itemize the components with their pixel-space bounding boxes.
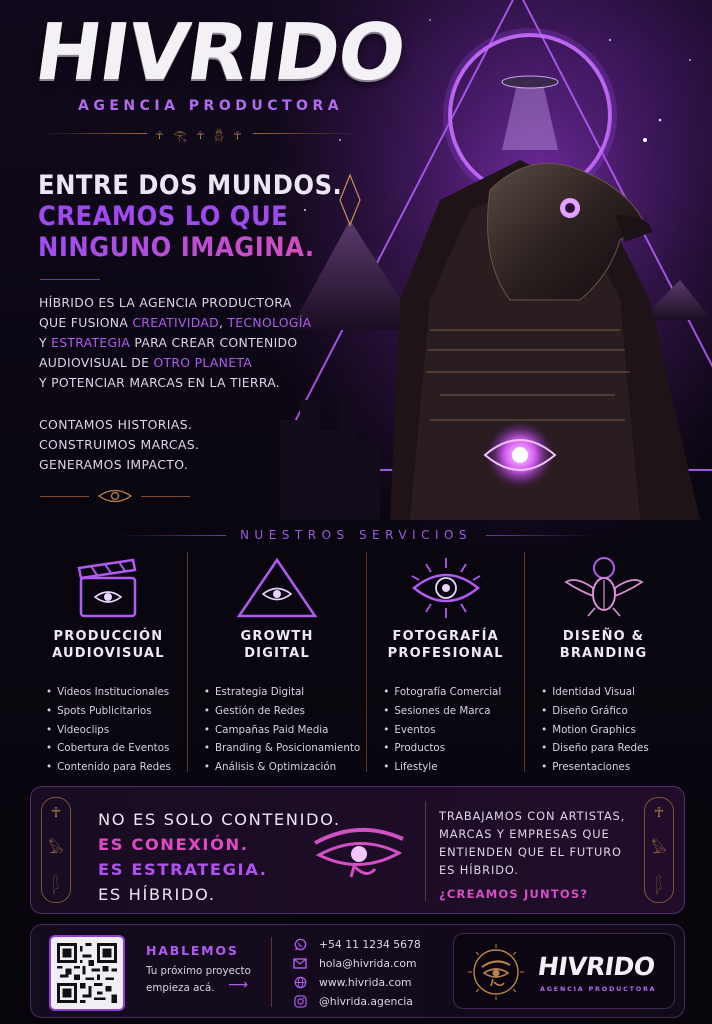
contact-list — [293, 935, 453, 1011]
footer-divider — [271, 937, 272, 1007]
service-title-line: DISEÑO & — [562, 629, 645, 644]
service-bullet: • Campañas Paid Media — [204, 721, 360, 740]
quote-line: NO ES SOLO CONTENIDO. — [98, 810, 341, 829]
intro-text: AUDIOVISUAL DE — [39, 355, 154, 370]
service-bullet: • Productos — [383, 739, 518, 758]
talk-line: Tu próximo proyecto — [146, 965, 251, 977]
service-title-line: DIGITAL — [244, 646, 310, 661]
service-title-line: PRODUCCIÓN — [53, 629, 164, 644]
banner-description-line: ENTIENDEN QUE EL FUTURO — [439, 845, 622, 859]
headline-line-3: NINGUNO IMAGINA. — [38, 232, 342, 263]
service-bullet: • Sesiones de Marca — [383, 702, 518, 721]
manifesto-banner — [30, 786, 685, 914]
hieroglyph-divider — [40, 125, 360, 141]
service-bullet: • Estrategia Digital — [204, 683, 360, 702]
intro-highlight: CREATIVIDAD — [132, 315, 219, 330]
phone-text: +54 11 1234 5678 — [319, 938, 421, 951]
bird-glyph-icon: 𓅃 — [651, 840, 667, 857]
arrow-right-icon: ⟶ — [228, 977, 249, 993]
intro-line — [39, 353, 311, 373]
ankh-icon: ☥ — [653, 804, 665, 821]
services-grid — [30, 552, 682, 772]
bird-glyph-icon: 𓅃 — [48, 840, 64, 857]
eye-of-horus-icon — [309, 825, 409, 879]
service-bullet: • Presentaciones — [541, 758, 676, 777]
intro-highlight: OTRO PLANETA — [153, 355, 253, 370]
service-bullet: • Videoclips — [46, 721, 181, 740]
divider-rule — [40, 133, 147, 134]
ankh-icon: ☥ — [50, 804, 62, 821]
banner-description-line: ES HÍBRIDO. — [439, 863, 519, 877]
manifesto-quote — [98, 807, 341, 907]
service-bullet: • Gestión de Redes — [204, 702, 360, 721]
service-bullet: • Análisis & Optimización — [204, 758, 360, 777]
instagram-icon — [293, 995, 307, 1009]
service-bullet: • Spots Publicitarios — [46, 702, 181, 721]
service-title-line: GROWTH — [240, 629, 314, 644]
intro-line: Y POTENCIAR MARCAS EN LA TIERRA. — [39, 375, 281, 390]
clapperboard-icon — [75, 556, 141, 620]
intro-line — [39, 333, 311, 353]
brand-logo: HIVRIDO — [29, 8, 411, 98]
divider-rule — [141, 496, 190, 497]
headline-line-2: CREAMOS LO QUE — [38, 201, 289, 232]
radiant-eye-icon — [404, 556, 488, 620]
service-card-growth — [187, 552, 366, 772]
intro-text: Y — [39, 335, 52, 350]
intro-line — [39, 313, 311, 333]
pyramid-eye-icon — [235, 556, 319, 620]
motto-line: CONTAMOS HISTORIAS. — [39, 417, 193, 432]
service-bullet: • Contenido para Redes — [46, 758, 181, 777]
intro-paragraph — [39, 293, 311, 393]
globe-icon — [293, 976, 307, 990]
banner-description-line: MARCAS Y EMPRESAS QUE — [439, 827, 610, 841]
intro-line: HÍBRIDO ES LA AGENCIA PRODUCTORA — [39, 295, 292, 310]
intro-text: QUE FUSIONA — [39, 315, 133, 330]
service-title-line: AUDIOVISUAL — [52, 646, 165, 661]
contact-email[interactable] — [293, 954, 453, 973]
contact-phone[interactable] — [293, 935, 453, 954]
service-bullet: • Diseño para Redes — [541, 739, 676, 758]
service-bullet: • Diseño Gráfico — [541, 702, 676, 721]
hieroglyph-column-right — [644, 797, 674, 903]
motto — [39, 415, 199, 475]
service-bullet: • Branding & Posicionamiento — [204, 739, 360, 758]
service-bullet: • Lifestyle — [383, 758, 518, 777]
service-bullet: • Fotografía Comercial — [383, 683, 518, 702]
cta-link[interactable]: ¿CREAMOS JUNTOS? — [439, 887, 589, 901]
service-bullet: • Motion Graphics — [541, 721, 676, 740]
services-title — [0, 528, 712, 542]
service-title-line: FOTOGRAFÍA — [392, 629, 499, 644]
feather-glyph-icon: 𓆄 — [655, 878, 663, 895]
service-title-line: PROFESIONAL — [387, 646, 504, 661]
feather-glyph-icon: 𓆄 — [52, 878, 60, 895]
footer-brand-name: HIVRIDO — [535, 952, 657, 981]
eye-icon — [97, 488, 133, 504]
footer-brand — [453, 933, 675, 1009]
service-card-audiovisual — [30, 552, 187, 772]
service-bullet: • Videos Institucionales — [46, 683, 181, 702]
horus-seal-icon — [466, 942, 526, 1002]
qr-code[interactable] — [49, 935, 125, 1011]
footer-brand-subtitle: AGENCIA PRODUCTORA — [540, 985, 657, 993]
contact-website[interactable] — [293, 973, 453, 992]
headline-underline — [40, 279, 100, 280]
motto-line: CONSTRUIMOS MARCAS. — [39, 437, 200, 452]
quote-line: ES CONEXIÓN. — [98, 835, 249, 854]
service-bullet: • Cobertura de Eventos — [46, 739, 181, 758]
talk-title: HABLEMOS — [146, 943, 239, 958]
scarab-icon — [562, 556, 646, 620]
divider-rule — [253, 133, 360, 134]
intro-highlight: ESTRATEGIA — [51, 335, 131, 350]
quote-line: ES HÍBRIDO. — [98, 885, 216, 904]
contact-footer — [30, 924, 685, 1018]
whatsapp-icon — [293, 938, 307, 952]
intro-text: PARA CREAR CONTENIDO — [130, 335, 298, 350]
eye-divider — [40, 486, 190, 506]
email-text: hola@hivrida.com — [319, 957, 417, 970]
headline-line-1: ENTRE DOS MUNDOS. — [38, 170, 343, 201]
services-title-text: NUESTROS SERVICIOS — [239, 528, 473, 542]
website-text: www.hivrida.com — [319, 976, 412, 989]
intro-text: , — [218, 315, 228, 330]
banner-divider — [425, 801, 426, 901]
service-card-photography — [366, 552, 524, 772]
intro-highlight: TECNOLOGÍA — [227, 315, 312, 330]
service-title-line: BRANDING — [559, 646, 648, 661]
mail-icon — [293, 957, 307, 971]
banner-description — [439, 807, 625, 879]
service-bullet: • Eventos — [383, 721, 518, 740]
talk-line: empieza acá. — [146, 982, 215, 994]
banner-description-line: TRABAJAMOS CON ARTISTAS, — [439, 809, 626, 823]
service-card-design — [524, 552, 682, 772]
quote-line: ES ESTRATEGIA. — [98, 860, 268, 879]
instagram-text: @hivrida.agencia — [319, 995, 413, 1008]
hieroglyphs-icon: ☥ 𓂀 ☥ 𓆣 ☥ — [155, 128, 245, 142]
headline — [38, 170, 342, 263]
contact-instagram[interactable] — [293, 992, 453, 1011]
motto-line: GENERAMOS IMPACTO. — [39, 457, 189, 472]
service-bullet: • Identidad Visual — [541, 683, 676, 702]
hieroglyph-column-left — [41, 797, 71, 903]
brand-subtitle: AGENCIA PRODUCTORA — [78, 98, 344, 114]
divider-rule — [40, 496, 89, 497]
